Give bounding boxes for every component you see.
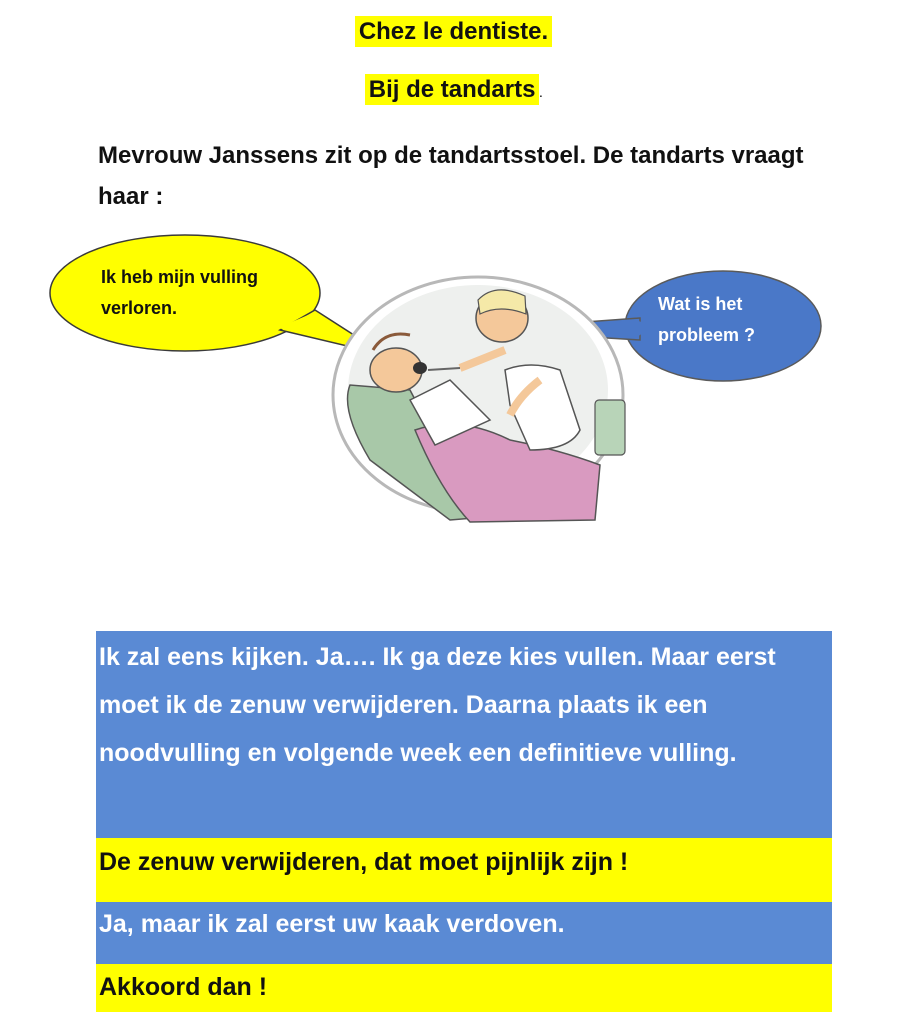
title-dutch-dot: .	[539, 89, 543, 100]
title-dutch	[0, 76, 907, 104]
clinic-scene	[333, 277, 625, 522]
dialogue-patient-line-1: De zenuw verwijderen, dat moet pijnlijk zijn !	[96, 838, 832, 902]
title-french	[0, 18, 907, 46]
dialogue-dentist-line-2: Ja, maar ik zal eerst uw kaak verdoven.	[96, 902, 832, 964]
dialogue-patient-line-2: Akkoord dan !	[96, 964, 832, 1012]
intro-paragraph: Mevrouw Janssens zit op de tandartsstoel. De tandarts vraagt haar :	[98, 142, 804, 210]
title-dutch-text: Bij de tandarts	[365, 74, 540, 105]
dentist-bubble-text: Wat is het probleem ?	[658, 294, 756, 345]
patient-bubble-text: Ik heb mijn vulling verloren.	[101, 267, 259, 318]
title-french-text: Chez le dentiste.	[355, 16, 552, 47]
dialogue-dentist-line-1: Ik zal eens kijken. Ja…. Ik ga deze kies vullen. Maar eerst moet ik de zenuw verwijderen. Daarna plaats ik een noodvulling en volgende week een definitieve vulling.	[96, 631, 832, 838]
